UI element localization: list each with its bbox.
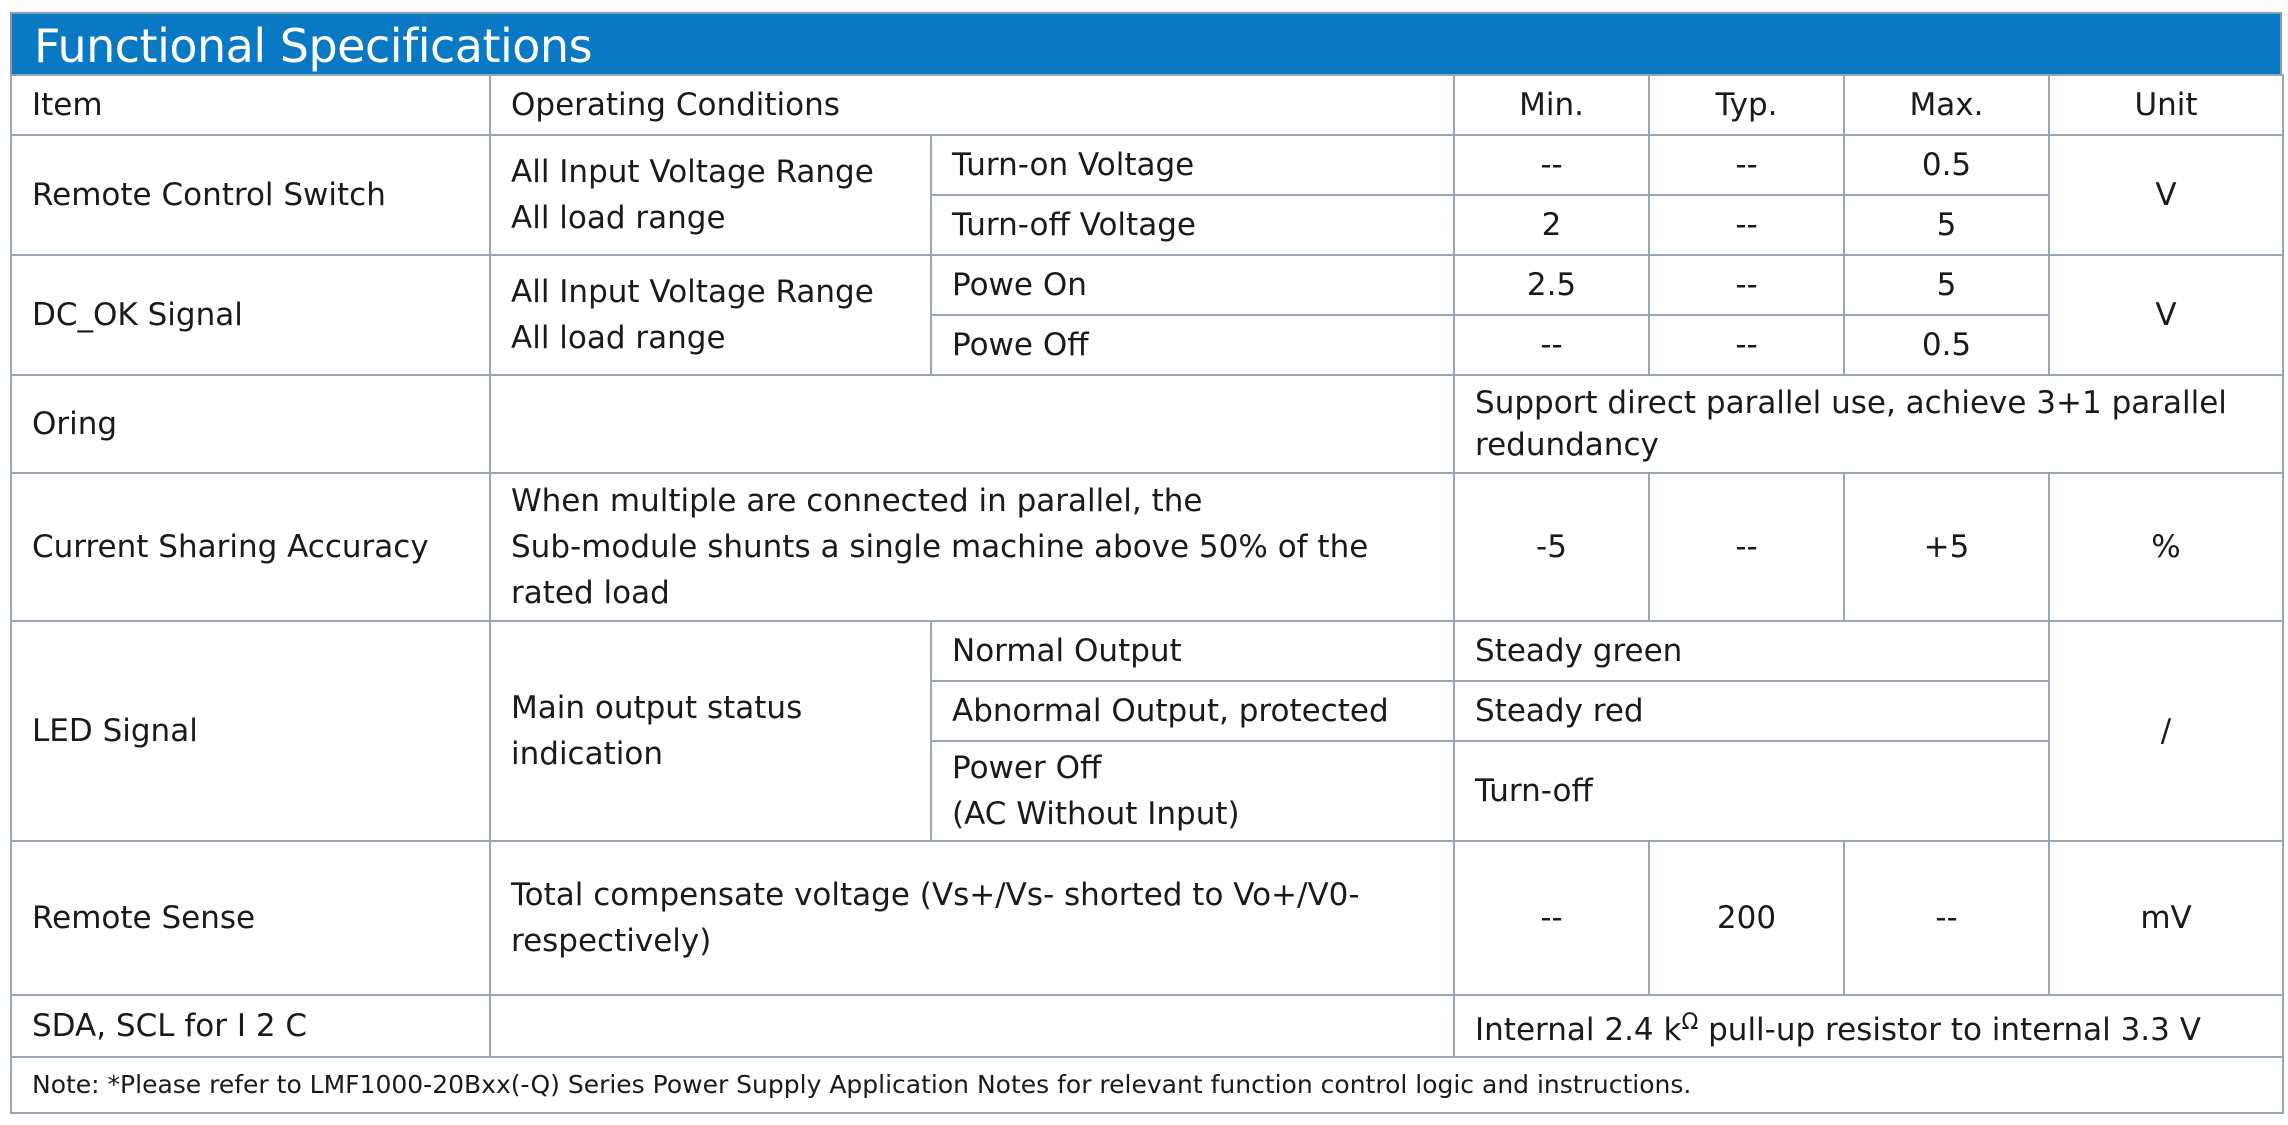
- condition-line: Total compensate voltage (Vs+/Vs- shorted to Vo+/V0-: [511, 877, 1360, 913]
- max-value: --: [1844, 841, 2049, 995]
- sub-condition: Turn-off Voltage: [931, 195, 1454, 255]
- sub-condition: [931, 741, 1454, 841]
- header-row: [11, 75, 2283, 135]
- conditions-cell: [490, 375, 1454, 473]
- header-conditions: Operating Conditions: [490, 75, 1454, 135]
- condition-line: When multiple are connected in parallel, the: [511, 483, 1203, 519]
- led-state: Steady red: [1454, 681, 2049, 741]
- condition-line: All Input Voltage Range: [511, 274, 874, 310]
- typ-value: --: [1649, 473, 1844, 621]
- table-row: [11, 995, 2283, 1057]
- unit-value: /: [2049, 621, 2283, 841]
- header-unit: Unit: [2049, 75, 2283, 135]
- row-item-remote-control: Remote Control Switch: [11, 135, 490, 255]
- header-max: Max.: [1844, 75, 2049, 135]
- unit-value: V: [2049, 135, 2283, 255]
- table-row: [11, 135, 2283, 195]
- condition-line: rated load: [511, 575, 670, 611]
- unit-value: %: [2049, 473, 2283, 621]
- conditions-cell: [490, 473, 1454, 621]
- typ-value: --: [1649, 315, 1844, 375]
- row-item-current-sharing: Current Sharing Accuracy: [11, 473, 490, 621]
- sub-condition-line: Power Off: [952, 750, 1102, 786]
- sub-condition: Abnormal Output, protected: [931, 681, 1454, 741]
- led-state: Turn-off: [1454, 741, 2049, 841]
- footnote: Note: *Please refer to LMF1000-20Bxx(-Q) Series Power Supply Application Notes for relevant function control logic and instructions.: [11, 1057, 2283, 1113]
- conditions-cell: [490, 995, 1454, 1057]
- table-row: [11, 621, 2283, 681]
- condition-line: respectively): [511, 923, 712, 959]
- header-item: Item: [11, 75, 490, 135]
- sub-condition-line: (AC Without Input): [952, 796, 1240, 832]
- max-value: 5: [1844, 195, 2049, 255]
- section-title: Functional Specifications: [10, 12, 2282, 74]
- row-item-led: LED Signal: [11, 621, 490, 841]
- row-item-dc-ok: DC_OK Signal: [11, 255, 490, 375]
- condition-line: All Input Voltage Range: [511, 154, 874, 190]
- condition-line: Sub-module shunts a single machine above 50% of the: [511, 529, 1369, 565]
- condition-line: Main output status: [511, 690, 803, 726]
- spec-table: [10, 74, 2284, 1114]
- condition-line: indication: [511, 736, 663, 772]
- typ-value: --: [1649, 135, 1844, 195]
- max-value: 5: [1844, 255, 2049, 315]
- condition-line: All load range: [511, 320, 726, 356]
- conditions-cell: [490, 135, 931, 255]
- note-row: [11, 1057, 2283, 1113]
- unit-value: mV: [2049, 841, 2283, 995]
- conditions-cell: [490, 255, 931, 375]
- conditions-cell: [490, 621, 931, 841]
- min-value: --: [1454, 841, 1649, 995]
- sda-scl-value: [1454, 995, 2283, 1057]
- ohm-symbol: Ω: [1681, 1009, 1699, 1035]
- min-value: -5: [1454, 473, 1649, 621]
- value-text: pull-up resistor to internal 3.3 V: [1698, 1011, 2201, 1048]
- min-value: 2: [1454, 195, 1649, 255]
- sub-condition: Powe Off: [931, 315, 1454, 375]
- sub-condition: Powe On: [931, 255, 1454, 315]
- table-row: [11, 255, 2283, 315]
- row-item-oring: Oring: [11, 375, 490, 473]
- table-row: [11, 841, 2283, 995]
- row-item-sda-scl: SDA, SCL for I 2 C: [11, 995, 490, 1057]
- min-value: --: [1454, 315, 1649, 375]
- max-value: +5: [1844, 473, 2049, 621]
- oring-value: Support direct parallel use, achieve 3+1 parallel redundancy: [1454, 375, 2283, 473]
- min-value: 2.5: [1454, 255, 1649, 315]
- sub-condition: Normal Output: [931, 621, 1454, 681]
- header-typ: Typ.: [1649, 75, 1844, 135]
- max-value: 0.5: [1844, 135, 2049, 195]
- table-row: [11, 375, 2283, 473]
- typ-value: --: [1649, 255, 1844, 315]
- led-state: Steady green: [1454, 621, 2049, 681]
- max-value: 0.5: [1844, 315, 2049, 375]
- value-text: Internal 2.4 k: [1475, 1011, 1682, 1048]
- conditions-cell: [490, 841, 1454, 995]
- min-value: --: [1454, 135, 1649, 195]
- typ-value: 200: [1649, 841, 1844, 995]
- spec-sheet: [10, 12, 2282, 1114]
- typ-value: --: [1649, 195, 1844, 255]
- table-row: [11, 473, 2283, 621]
- unit-value: V: [2049, 255, 2283, 375]
- condition-line: All load range: [511, 200, 726, 236]
- row-item-remote-sense: Remote Sense: [11, 841, 490, 995]
- header-min: Min.: [1454, 75, 1649, 135]
- sub-condition: Turn-on Voltage: [931, 135, 1454, 195]
